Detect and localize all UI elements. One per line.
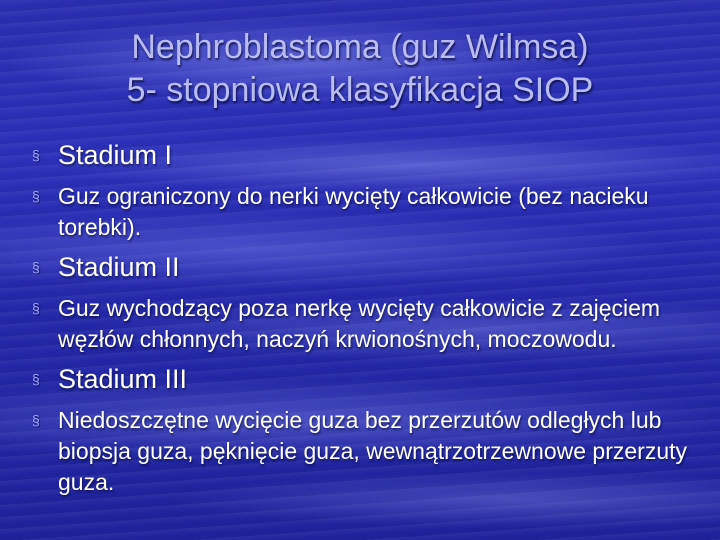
title-line-1: Nephroblastoma (guz Wilmsa): [131, 28, 589, 66]
square-bullet-icon: §: [32, 188, 40, 204]
list-item-text: Guz ograniczony do nerki wycięty całkowicie (bez nacieku torebki).: [58, 183, 649, 240]
list-item-stadium-3-desc: [32, 405, 690, 498]
list-item-text: Stadium III: [58, 364, 188, 394]
slide-title: [0, 26, 720, 112]
list-item-text: Stadium I: [58, 140, 173, 170]
square-bullet-icon: §: [32, 371, 40, 387]
bullet-list: [32, 138, 690, 498]
list-item-stadium-2: [32, 250, 690, 284]
list-item-text: Niedoszczętne wycięcie guza bez przerzutów odległych lub biopsja guza, pęknięcie guza, wewnątrzotrzewnowe przerzuty guza.: [58, 407, 687, 495]
title-line-2: 5- stopniowa klasyfikacja SIOP: [126, 71, 594, 109]
list-item-stadium-1-desc: [32, 181, 690, 243]
square-bullet-icon: §: [32, 412, 40, 428]
square-bullet-icon: §: [32, 147, 40, 163]
list-item-stadium-2-desc: [32, 293, 690, 355]
list-item-text: Guz wychodzący poza nerkę wycięty całkowicie z zajęciem węzłów chłonnych, naczyń krwionośnych, moczowodu.: [58, 295, 661, 352]
list-item-text: Stadium II: [58, 252, 180, 282]
square-bullet-icon: §: [32, 259, 40, 275]
list-item-stadium-3: [32, 362, 690, 396]
list-item-stadium-1: [32, 138, 690, 172]
square-bullet-icon: §: [32, 300, 40, 316]
